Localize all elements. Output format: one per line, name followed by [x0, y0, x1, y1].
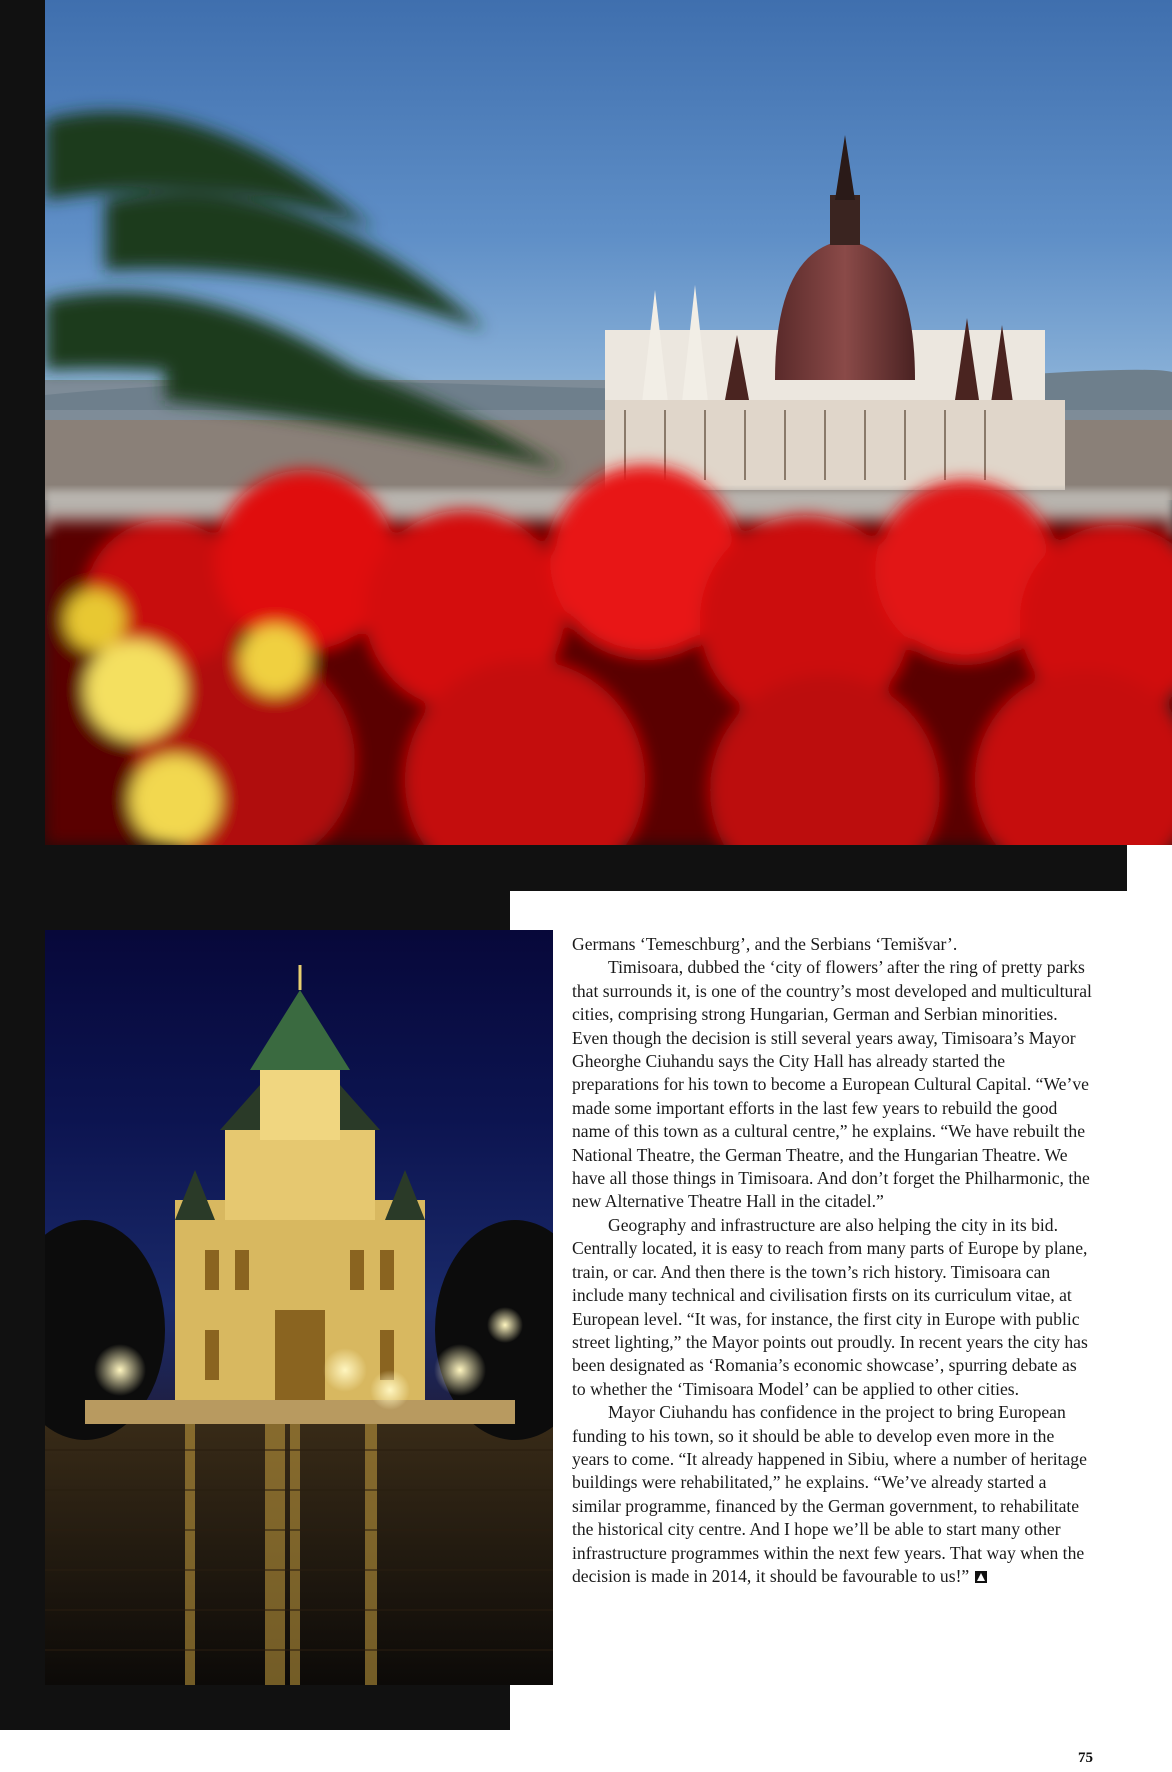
article-paragraph-last — [572, 1401, 1092, 1588]
cathedral-photo — [45, 930, 553, 1685]
black-band-middle — [45, 845, 1127, 891]
article-paragraph-text: Mayor Ciuhandu has confidence in the project to bring European funding to his town, so it should be able to develop even more in the years to come. “It already happened in Sibiu, where a number of heritage buildings were rehabilitated,” he explains. “We’ve already started a similar programme, financed by the German government, to rehabilitate the historical city centre. And I hope we’ll be able to start many other infrastructure programmes within the next few years. That way when the decision is made in 2014, it should be favourable to us!” — [572, 1402, 1087, 1586]
article-paragraph: Germans ‘Temeschburg’, and the Serbians ‘Temišvar’. — [572, 934, 958, 954]
page-number: 75 — [1078, 1750, 1093, 1766]
parliament-photo — [45, 0, 1172, 845]
article-paragraph: Timisoara, dubbed the ‘city of flowers’ after the ring of pretty parks that surrounds it, is one of the country’s most developed and multicultural cities, comprising strong Hungarian, German and Serbian minorities. Even though the decision is still several years away, Timisoara’s Mayor Gheorghe Ciuhandu says the City Hall has already started the preparations for his town to become a European Cultural Capital. “We’ve made some important efforts in the last few years to rebuild the good name of this town as a cultural centre,” he explains. “We have rebuilt the National Theatre, the German Theatre, and the Hungarian Theatre. We have all those things in Timisoara. And don’t forget the Philharmonic, the new Alternative Theatre Hall in the citadel.” — [572, 957, 1092, 1212]
black-band-left — [0, 0, 45, 1730]
article-paragraph: Geography and infrastructure are also helping the city in its bid. Centrally located, it is easy to reach from many parts of Europe by plane, train, or car. And then there is the town’s rich history. Timisoara can include many technical and civilisation firsts on its curriculum vitae, at European level. “It was, for instance, the first city in Europe with public street lighting,” the Mayor points out proudly. In recent years the city has been designated as ‘Romania’s economic showcase’, spurring debate as to whether the ‘Timisoara Model’ can be applied to other cities. — [572, 1214, 1088, 1399]
end-of-article-icon — [975, 1571, 987, 1583]
article-body — [572, 933, 1092, 1588]
parliament-photo-illustration — [45, 0, 1172, 845]
cathedral-photo-illustration — [45, 930, 553, 1685]
